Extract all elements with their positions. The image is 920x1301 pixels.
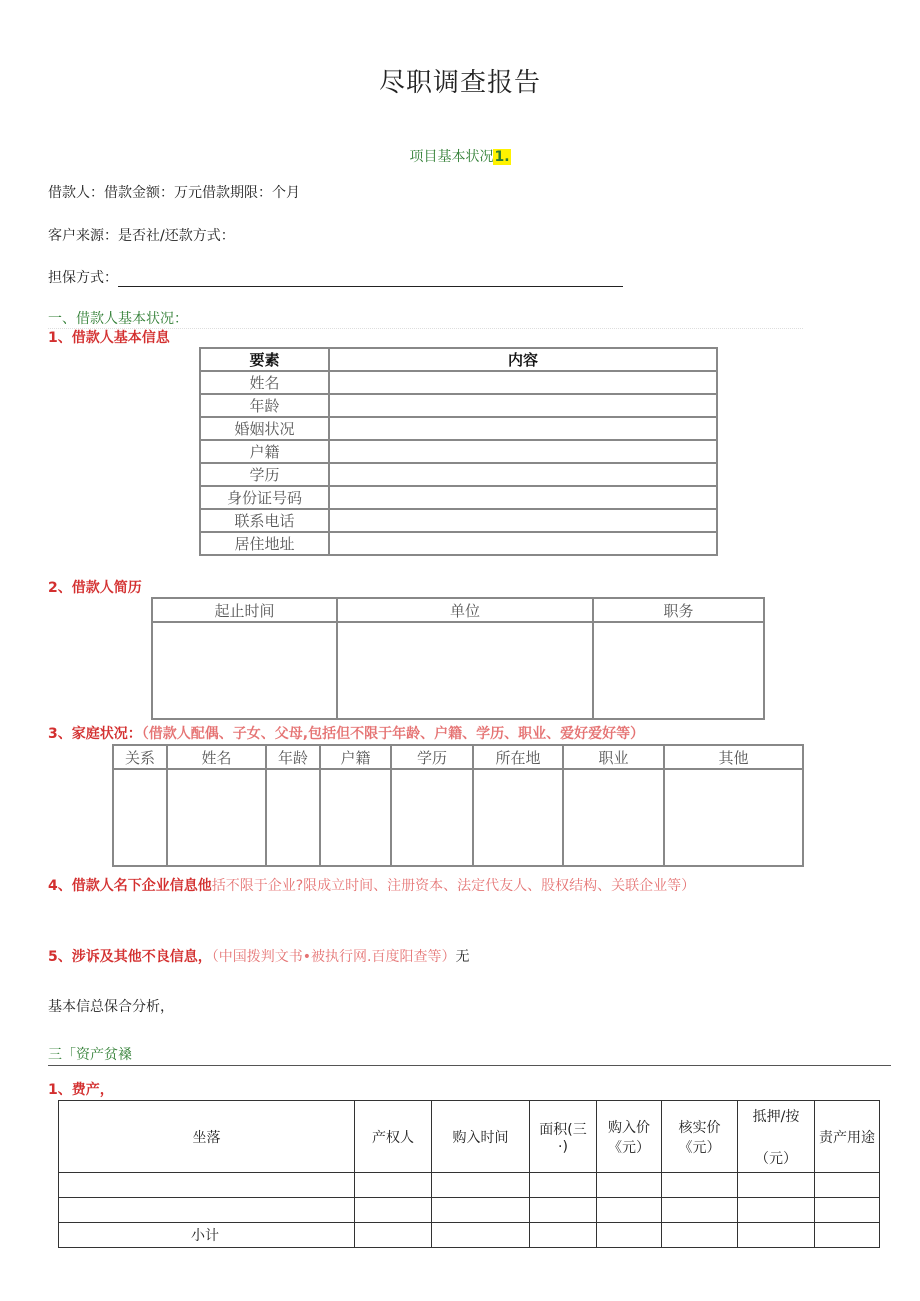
guarantee-blank bbox=[118, 272, 623, 287]
cell[interactable] bbox=[320, 769, 391, 866]
table-row bbox=[59, 1198, 880, 1223]
header-verified-price-line2: 《元） bbox=[678, 1139, 721, 1156]
table-row bbox=[59, 1173, 880, 1198]
section3-heading-text: 三「资产贫褬 bbox=[48, 1047, 132, 1063]
table-header-row bbox=[59, 1101, 880, 1173]
enterprise-red: 4、借款人名下企业信息他 bbox=[48, 878, 212, 894]
cell[interactable] bbox=[597, 1223, 662, 1248]
header-hukou: 户籍 bbox=[320, 745, 391, 769]
row-label: 居住地址 bbox=[200, 532, 329, 555]
table-row bbox=[200, 486, 717, 509]
cell[interactable] bbox=[563, 769, 664, 866]
cell[interactable] bbox=[662, 1173, 738, 1198]
basic-info-table bbox=[199, 347, 718, 556]
header-purchase-price-line1: 购入价 bbox=[608, 1119, 650, 1136]
cell[interactable] bbox=[59, 1198, 355, 1223]
cell[interactable] bbox=[432, 1223, 530, 1248]
header-element: 要素 bbox=[200, 348, 329, 371]
row-label: 身份证号码 bbox=[200, 486, 329, 509]
row-value[interactable] bbox=[329, 417, 717, 440]
property-heading-text: 1、费产， bbox=[48, 1082, 114, 1098]
enterprise-line bbox=[48, 875, 695, 895]
cell-position[interactable] bbox=[593, 622, 764, 719]
row-label: 联系电话 bbox=[200, 509, 329, 532]
row-value[interactable] bbox=[329, 371, 717, 394]
cell[interactable] bbox=[738, 1223, 815, 1248]
family-table bbox=[112, 744, 804, 867]
subtotal-label: 小计 bbox=[59, 1223, 355, 1248]
litigation-value: 无 bbox=[455, 949, 470, 965]
source-line: 客户来源：是否社/还款方式： bbox=[48, 228, 235, 244]
cell[interactable] bbox=[815, 1173, 880, 1198]
header-period: 起止时间 bbox=[152, 598, 337, 622]
litigation-pink: （中国拨判文书•被执行网.百度阳查等） bbox=[211, 949, 456, 965]
page-title: 尽职调查报告 bbox=[378, 68, 541, 98]
header-mortgage bbox=[738, 1101, 815, 1173]
row-value[interactable] bbox=[329, 486, 717, 509]
cell[interactable] bbox=[662, 1223, 738, 1248]
cell[interactable] bbox=[59, 1173, 355, 1198]
header-relation: 关系 bbox=[113, 745, 167, 769]
header-other: 其他 bbox=[664, 745, 803, 769]
table-row bbox=[200, 463, 717, 486]
cell-period[interactable] bbox=[152, 622, 337, 719]
header-use: 责产用途 bbox=[815, 1101, 880, 1173]
header-mortgage-line2: （元） bbox=[755, 1150, 797, 1167]
row-value[interactable] bbox=[329, 440, 717, 463]
cell[interactable] bbox=[432, 1198, 530, 1223]
header-content: 内容 bbox=[329, 348, 717, 371]
header-position: 职务 bbox=[593, 598, 764, 622]
table-row bbox=[200, 417, 717, 440]
project-heading-number: 1. bbox=[494, 149, 510, 165]
cell[interactable] bbox=[355, 1223, 432, 1248]
cell[interactable] bbox=[167, 769, 266, 866]
table-row bbox=[200, 440, 717, 463]
header-verified-price-line1: 核实价 bbox=[678, 1119, 721, 1136]
header-owner: 产权人 bbox=[355, 1101, 432, 1173]
table-header-row bbox=[152, 598, 764, 622]
family-heading bbox=[48, 723, 644, 743]
row-value[interactable] bbox=[329, 463, 717, 486]
resume-table bbox=[151, 597, 765, 720]
row-label: 婚姻状况 bbox=[200, 417, 329, 440]
table-row bbox=[152, 622, 764, 719]
header-purchase-price-line2: 《元） bbox=[608, 1139, 650, 1156]
cell[interactable] bbox=[664, 769, 803, 866]
cell[interactable] bbox=[266, 769, 320, 866]
table-row bbox=[113, 769, 803, 866]
litigation-line bbox=[48, 946, 469, 966]
cell[interactable] bbox=[355, 1198, 432, 1223]
table-row bbox=[200, 532, 717, 555]
section1-sub1: 1、借款人基本信息 bbox=[48, 330, 170, 346]
header-name: 姓名 bbox=[167, 745, 266, 769]
table-header-row bbox=[113, 745, 803, 769]
cell[interactable] bbox=[113, 769, 167, 866]
cell[interactable] bbox=[432, 1173, 530, 1198]
header-unit: 单位 bbox=[337, 598, 593, 622]
enterprise-pink: 括不限于企业?限成立时间、注册资本、法定代友人、股权结构、关联企业等） bbox=[211, 878, 696, 894]
header-location: 坐落 bbox=[59, 1101, 355, 1173]
header-location: 所在地 bbox=[473, 745, 563, 769]
guarantee-label: 担保方式： bbox=[48, 270, 118, 286]
table-row bbox=[200, 509, 717, 532]
resume-heading: 2、借款人简历 bbox=[48, 580, 142, 596]
section1-heading bbox=[48, 308, 803, 329]
cell[interactable] bbox=[391, 769, 473, 866]
cell[interactable] bbox=[530, 1223, 597, 1248]
cell[interactable] bbox=[662, 1198, 738, 1223]
subtotal-row bbox=[59, 1223, 880, 1248]
project-heading bbox=[0, 146, 920, 166]
cell-unit[interactable] bbox=[337, 622, 593, 719]
header-area bbox=[530, 1101, 597, 1173]
guarantee-line bbox=[48, 267, 623, 287]
summary-line: 基本信总保合分析， bbox=[48, 999, 174, 1015]
table-row bbox=[200, 371, 717, 394]
row-label: 年龄 bbox=[200, 394, 329, 417]
borrower-line: 借款人：借款金额：万元借款期限：个月 bbox=[48, 185, 300, 201]
header-occupation: 职业 bbox=[563, 745, 664, 769]
cell[interactable] bbox=[815, 1223, 880, 1248]
cell[interactable] bbox=[530, 1198, 597, 1223]
header-age: 年龄 bbox=[266, 745, 320, 769]
table-header-row bbox=[200, 348, 717, 371]
header-education: 学历 bbox=[391, 745, 473, 769]
section3-heading bbox=[48, 1044, 891, 1066]
cell[interactable] bbox=[597, 1198, 662, 1223]
cell[interactable] bbox=[530, 1173, 597, 1198]
header-mortgage-line1: 抵押/按 bbox=[752, 1108, 800, 1125]
header-purchase-price bbox=[597, 1101, 662, 1173]
project-heading-text: 项目基本状况 bbox=[409, 149, 494, 165]
header-area-line1: 面积(三 bbox=[539, 1121, 587, 1138]
cell[interactable] bbox=[597, 1173, 662, 1198]
header-purchase-time: 购入时间 bbox=[432, 1101, 530, 1173]
header-area-line2: ·) bbox=[558, 1138, 568, 1155]
cell[interactable] bbox=[815, 1198, 880, 1223]
table-row bbox=[200, 394, 717, 417]
header-verified-price bbox=[662, 1101, 738, 1173]
cell[interactable] bbox=[473, 769, 563, 866]
row-value[interactable] bbox=[329, 532, 717, 555]
family-heading-red: 3、家庭状况： bbox=[48, 726, 142, 742]
family-heading-pink: （借款人配偶、子女、父母,包括但不限于年龄、户籍、学历、职业、爱好爱好等） bbox=[141, 726, 645, 742]
row-label: 学历 bbox=[200, 463, 329, 486]
section1-heading-text: 一、借款人基本状况： bbox=[48, 311, 188, 327]
row-label: 姓名 bbox=[200, 371, 329, 394]
cell[interactable] bbox=[738, 1173, 815, 1198]
row-value[interactable] bbox=[329, 509, 717, 532]
row-label: 户籍 bbox=[200, 440, 329, 463]
cell[interactable] bbox=[738, 1198, 815, 1223]
row-value[interactable] bbox=[329, 394, 717, 417]
cell[interactable] bbox=[355, 1173, 432, 1198]
property-table bbox=[58, 1100, 880, 1248]
litigation-red: 5、涉诉及其他不良信息， bbox=[48, 949, 212, 965]
property-heading bbox=[48, 1079, 114, 1099]
